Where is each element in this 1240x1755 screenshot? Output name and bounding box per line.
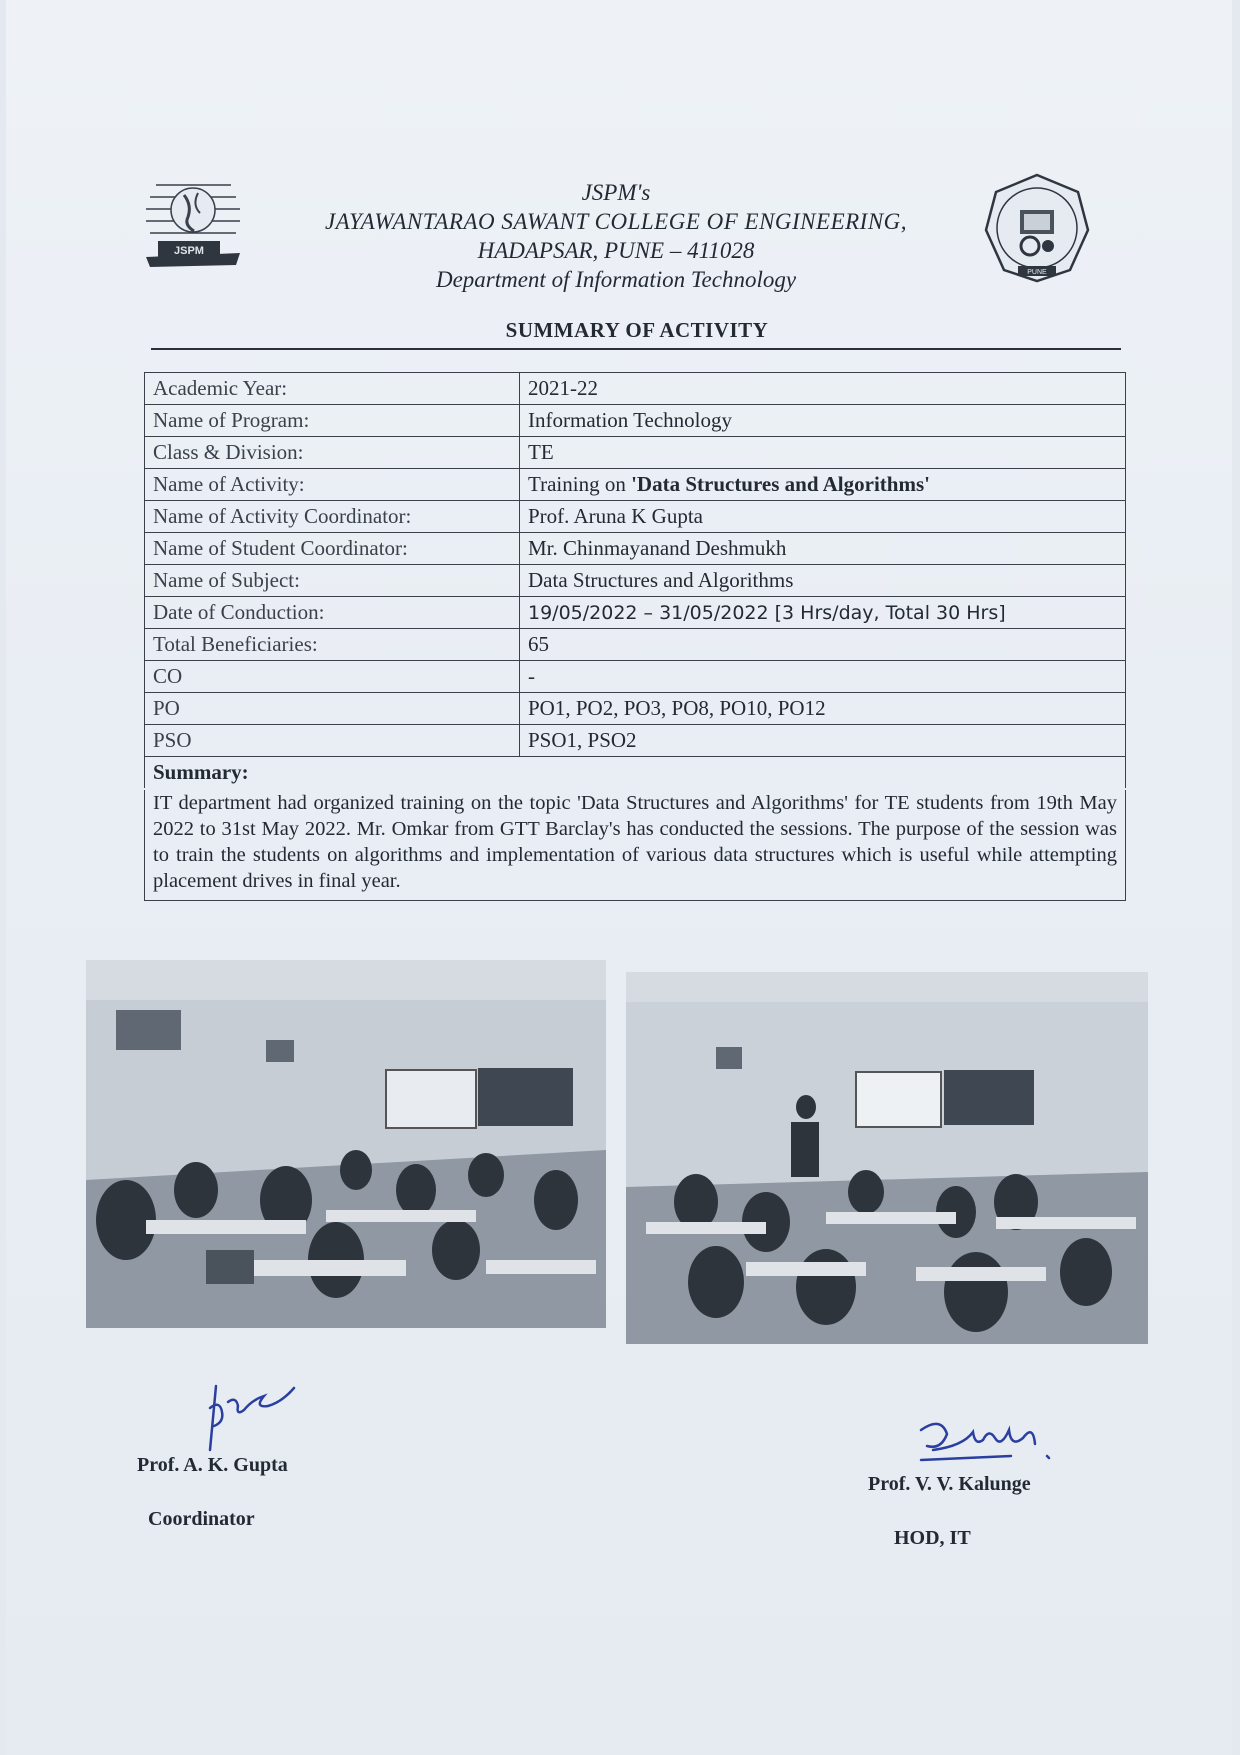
table-row: [145, 501, 1126, 533]
field-label: Name of Activity Coordinator:: [145, 501, 520, 533]
coordinator-role: Coordinator: [148, 1508, 255, 1530]
field-label: Class & Division:: [145, 437, 520, 469]
department-name: Department of Information Technology: [435, 267, 797, 292]
field-label: Total Beneficiaries:: [145, 629, 520, 661]
svg-text:JSPM: JSPM: [174, 245, 204, 257]
hod-role: HOD, IT: [894, 1527, 971, 1549]
field-value: PSO1, PSO2: [520, 725, 1126, 757]
table-row: [145, 373, 1126, 405]
table-row: [145, 469, 1126, 501]
table-row: [145, 629, 1126, 661]
field-value: Data Structures and Algorithms: [520, 565, 1126, 597]
field-label: Name of Student Coordinator:: [145, 533, 520, 565]
activity-prefix: Training on: [528, 472, 632, 496]
activity-title: 'Data Structures and Algorithms': [631, 472, 930, 496]
field-value: TE: [520, 437, 1126, 469]
table-row: [145, 405, 1126, 437]
table-row: [145, 597, 1126, 629]
jspm-logo: [136, 165, 246, 275]
field-value: PO1, PO2, PO3, PO8, PO10, PO12: [520, 693, 1126, 725]
society-name: JSPM's: [581, 180, 651, 205]
activity-info-table: [144, 372, 1126, 788]
field-label: PO: [145, 693, 520, 725]
field-value: -: [520, 661, 1126, 693]
activity-value: [520, 469, 1126, 501]
table-row: [145, 725, 1126, 757]
field-label: Name of Program:: [145, 405, 520, 437]
table-row: [145, 693, 1126, 725]
field-label: PSO: [145, 725, 520, 757]
field-label: Date of Conduction:: [145, 597, 520, 629]
institution-name: JAYAWANTARAO SAWANT COLLEGE OF ENGINEERING,: [324, 209, 908, 234]
classroom-photo-1: [86, 960, 606, 1328]
hod-signature: [911, 1410, 1061, 1470]
field-value: Prof. Aruna K Gupta: [520, 501, 1126, 533]
coordinator-signature: [196, 1378, 306, 1458]
table-row: [145, 661, 1126, 693]
field-label: Name of Subject:: [145, 565, 520, 597]
document-page: [6, 0, 1232, 1755]
field-value: 2021-22: [520, 373, 1126, 405]
coordinator-name: Prof. A. K. Gupta: [137, 1454, 288, 1476]
table-row: [145, 757, 1126, 789]
college-header: [256, 178, 976, 294]
field-label: Name of Activity:: [145, 469, 520, 501]
field-value: Mr. Chinmayanand Deshmukh: [520, 533, 1126, 565]
field-label: Academic Year:: [145, 373, 520, 405]
summary-text: IT department had organized training on the topic 'Data Structures and Algorithms' for TE students from 19th May 2022 to 31st May 2022. Mr. Omkar from GTT Barclay's has conducted the sessions. The purpose of the session was to train the students on algorithms and implementation of various data structures which is useful while attempting placement drives in final year.: [144, 790, 1126, 901]
institution-address: HADAPSAR, PUNE – 411028: [477, 238, 755, 263]
summary-heading: Summary:: [145, 757, 1126, 789]
field-label: CO: [145, 661, 520, 693]
page-title: SUMMARY OF ACTIVITY: [505, 318, 769, 342]
table-row: [145, 437, 1126, 469]
field-value: Information Technology: [520, 405, 1126, 437]
table-row: [145, 565, 1126, 597]
title-divider: [151, 348, 1121, 350]
field-value: 19/05/2022 – 31/05/2022 [3 Hrs/day, Total 30 Hrs]: [520, 597, 1126, 629]
svg-text:PUNE: PUNE: [1027, 269, 1047, 276]
classroom-photo-2: [626, 972, 1148, 1344]
college-seal: [982, 172, 1092, 284]
table-row: [145, 533, 1126, 565]
hod-name: Prof. V. V. Kalunge: [868, 1473, 1031, 1495]
field-value: 65: [520, 629, 1126, 661]
